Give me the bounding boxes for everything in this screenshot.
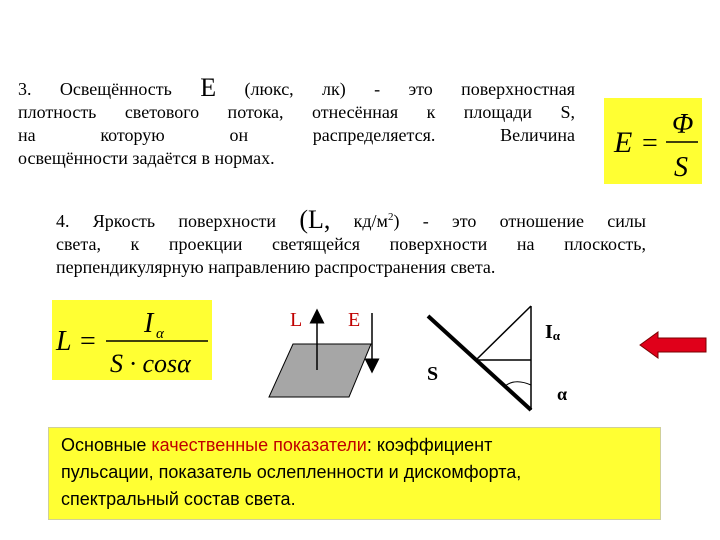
label-e: E [348,309,361,331]
formula-l-numerator-sub: α [156,326,164,342]
surface-plane [269,344,371,397]
p4-line-1-post: ) - это отношение силы [393,211,647,231]
angle-arc [505,382,531,386]
p4-unit-sup: 2 [387,211,394,223]
p3-line-3: на которую он распределяется. Величина [18,125,575,145]
summary-highlight: качественные показатели [151,435,367,455]
label-s: S [427,363,439,385]
formula-e-denominator: S [674,152,688,183]
summary-pre: Основные [61,435,152,455]
p3-line-1-pre: 3. Освещённость [18,79,172,99]
p4-unit: кд/м [353,211,388,231]
formula-l-numerator: I [144,308,154,339]
formula-l-equals: = [80,326,96,357]
formula-e-lhs: E [614,126,633,159]
p4-line-3: перпендикулярную направлению распространения света. [56,257,496,277]
formula-e-equals: = [642,128,658,159]
red-left-arrow-icon [640,332,706,358]
formula-e-numerator: Φ [672,109,694,140]
projection-line-1 [476,306,531,360]
summary-line-2: пульсации, показатель ослепленности и дискомфорта, [61,462,522,482]
p3-line-2: плотность светового потока, отнесённая к площади S, [18,102,575,122]
p3-symbol-e: E [200,73,217,102]
p4-symbol-l: (L, [299,205,331,234]
p4-line-1-pre: 4. Яркость поверхности [56,211,277,231]
summary-line-3: спектральный состав света. [61,489,296,509]
p4-line-2: света, к проекции светящейся поверхности на плоскость, [56,234,646,254]
summary-box [48,427,661,520]
summary-post: : коэффициент [366,435,493,455]
formula-l-lhs: L [56,326,72,357]
label-l: L [290,309,303,331]
p3-line-1-post: (люкс, лк) - это поверхностная [244,79,576,99]
surface-line-s [428,316,531,410]
formula-l-denominator: S · cosα [110,349,191,378]
summary-line-1 [61,432,660,459]
p3-line-4: освещённости задаётся в нормах. [18,148,275,168]
label-i: Iα [545,321,561,343]
label-alpha: α [557,384,568,404]
